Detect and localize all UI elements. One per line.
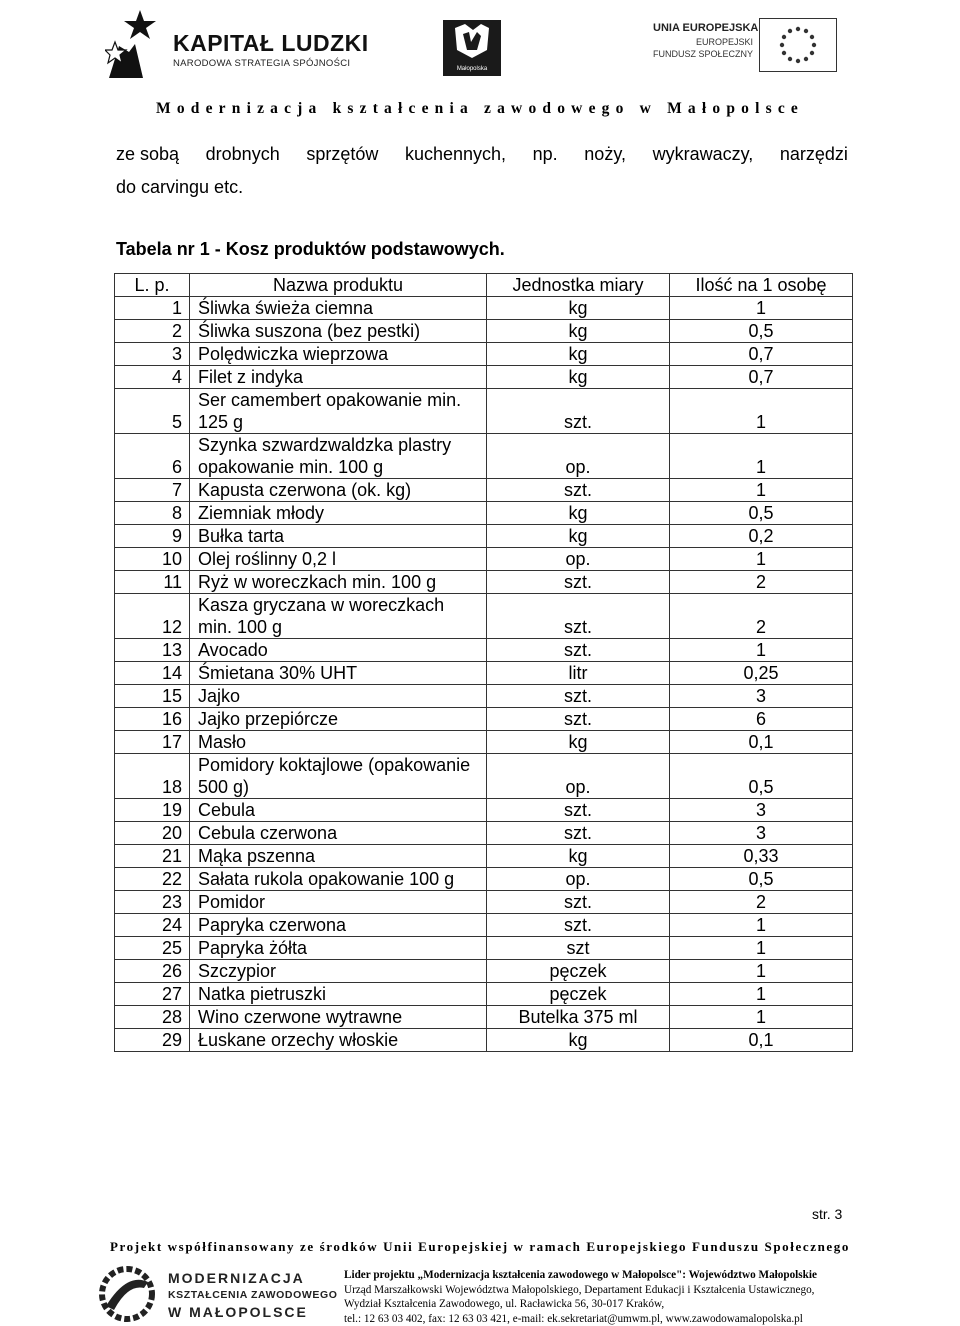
product-name: Jajko przepiórcze bbox=[198, 708, 483, 730]
row-qty: 0,25 bbox=[670, 662, 853, 685]
product-name: Szynka szwardzwaldzka plastry opakowanie min. 100 g bbox=[198, 434, 483, 478]
row-name bbox=[190, 891, 487, 914]
row-name bbox=[190, 320, 487, 343]
row-unit: szt. bbox=[487, 685, 670, 708]
row-lp: 20 bbox=[115, 822, 190, 845]
row-qty: 1 bbox=[670, 389, 853, 434]
product-name: Bułka tarta bbox=[198, 525, 483, 547]
intro-line-2: do carvingu etc. bbox=[116, 171, 848, 204]
gear-road-icon bbox=[98, 1266, 156, 1322]
table-row bbox=[115, 594, 853, 639]
eu-line3: FUNDUSZ SPOŁECZNY bbox=[653, 49, 753, 59]
table-caption: Tabela nr 1 - Kosz produktów podstawowych. bbox=[116, 239, 505, 260]
header-qty: Ilość na 1 osobę bbox=[670, 274, 853, 297]
row-unit: op. bbox=[487, 548, 670, 571]
table-row bbox=[115, 434, 853, 479]
footer-info-line2: Urząd Marszałkowski Województwa Małopolskiego, Departament Edukacji i Kształcenia Ustawicznego, bbox=[344, 1283, 817, 1298]
table-row bbox=[115, 845, 853, 868]
intro-word: np. bbox=[533, 138, 558, 171]
table-row bbox=[115, 662, 853, 685]
table-row bbox=[115, 343, 853, 366]
malopolska-logo bbox=[443, 20, 501, 76]
logo-line1: MODERNIZACJA bbox=[168, 1270, 338, 1287]
row-lp: 17 bbox=[115, 731, 190, 754]
row-name bbox=[190, 685, 487, 708]
table-row bbox=[115, 502, 853, 525]
table-row bbox=[115, 937, 853, 960]
intro-word: drobnych bbox=[206, 138, 280, 171]
intro-word: sprzętów bbox=[306, 138, 378, 171]
row-name bbox=[190, 983, 487, 1006]
intro-word: wykrawaczy, bbox=[653, 138, 754, 171]
row-name bbox=[190, 548, 487, 571]
logo-line3: W MAŁOPOLSCE bbox=[168, 1304, 338, 1321]
row-lp: 27 bbox=[115, 983, 190, 1006]
row-lp: 24 bbox=[115, 914, 190, 937]
kapital-ludzki-logo bbox=[105, 8, 350, 83]
product-name: Avocado bbox=[198, 639, 483, 661]
product-name: Polędwiczka wieprzowa bbox=[198, 343, 483, 365]
row-unit: szt. bbox=[487, 571, 670, 594]
product-name: Sałata rukola opakowanie 100 g bbox=[198, 868, 483, 890]
row-unit: kg bbox=[487, 297, 670, 320]
row-lp: 9 bbox=[115, 525, 190, 548]
row-name bbox=[190, 343, 487, 366]
product-name: Ser camembert opakowanie min. 125 g bbox=[198, 389, 483, 433]
footer-info-line3: Wydział Kształcenia Zawodowego, ul. Racławicka 56, 30-017 Kraków, bbox=[344, 1297, 817, 1312]
table-row bbox=[115, 366, 853, 389]
row-unit: op. bbox=[487, 868, 670, 891]
row-qty: 0,1 bbox=[670, 731, 853, 754]
row-lp: 28 bbox=[115, 1006, 190, 1029]
row-name bbox=[190, 868, 487, 891]
row-lp: 3 bbox=[115, 343, 190, 366]
row-unit: kg bbox=[487, 502, 670, 525]
row-qty: 0,2 bbox=[670, 525, 853, 548]
row-lp: 5 bbox=[115, 389, 190, 434]
row-qty: 1 bbox=[670, 548, 853, 571]
row-unit: szt. bbox=[487, 639, 670, 662]
product-name: Pomidor bbox=[198, 891, 483, 913]
row-unit: szt. bbox=[487, 594, 670, 639]
table-row bbox=[115, 525, 853, 548]
header-lp: L. p. bbox=[115, 274, 190, 297]
row-unit: kg bbox=[487, 320, 670, 343]
row-qty: 0,7 bbox=[670, 366, 853, 389]
row-qty: 0,5 bbox=[670, 754, 853, 799]
row-name bbox=[190, 960, 487, 983]
row-qty: 1 bbox=[670, 479, 853, 502]
row-unit: litr bbox=[487, 662, 670, 685]
product-name: Natka pietruszki bbox=[198, 983, 483, 1005]
product-name: Masło bbox=[198, 731, 483, 753]
eu-flag-icon bbox=[759, 18, 837, 72]
row-lp: 14 bbox=[115, 662, 190, 685]
table-row bbox=[115, 1006, 853, 1029]
row-unit: szt. bbox=[487, 799, 670, 822]
row-name bbox=[190, 502, 487, 525]
logo-line2: KSZTAŁCENIA ZAWODOWEGO bbox=[168, 1287, 338, 1304]
table-row bbox=[115, 548, 853, 571]
product-name: Papryka żółta bbox=[198, 937, 483, 959]
product-name: Mąka pszenna bbox=[198, 845, 483, 867]
product-name: Kapusta czerwona (ok. kg) bbox=[198, 479, 483, 501]
header-name: Nazwa produktu bbox=[190, 274, 487, 297]
row-lp: 8 bbox=[115, 502, 190, 525]
intro-line-1 bbox=[116, 138, 848, 171]
row-lp: 6 bbox=[115, 434, 190, 479]
table-row bbox=[115, 754, 853, 799]
row-name bbox=[190, 662, 487, 685]
product-name: Ryż w woreczkach min. 100 g bbox=[198, 571, 483, 593]
row-lp: 11 bbox=[115, 571, 190, 594]
product-name: Papryka czerwona bbox=[198, 914, 483, 936]
table-row bbox=[115, 799, 853, 822]
table-row bbox=[115, 983, 853, 1006]
product-name: Wino czerwone wytrawne bbox=[198, 1006, 483, 1028]
product-name: Pomidory koktajlowe (opakowanie 500 g) bbox=[198, 754, 483, 798]
row-lp: 21 bbox=[115, 845, 190, 868]
row-name bbox=[190, 366, 487, 389]
row-qty: 1 bbox=[670, 960, 853, 983]
row-unit: pęczek bbox=[487, 960, 670, 983]
funding-statement: Projekt współfinansowany ze środków Unii Europejskiej w ramach Europejskiego Funduszu Społecznego bbox=[0, 1239, 960, 1255]
row-lp: 22 bbox=[115, 868, 190, 891]
intro-word: noży, bbox=[584, 138, 626, 171]
table-row bbox=[115, 731, 853, 754]
intro-paragraph bbox=[116, 138, 848, 204]
row-unit: op. bbox=[487, 754, 670, 799]
row-lp: 2 bbox=[115, 320, 190, 343]
row-qty: 0,1 bbox=[670, 1029, 853, 1052]
product-name: Śmietana 30% UHT bbox=[198, 662, 483, 684]
product-name: Szczypior bbox=[198, 960, 483, 982]
row-qty: 1 bbox=[670, 983, 853, 1006]
row-qty: 1 bbox=[670, 937, 853, 960]
row-unit: kg bbox=[487, 343, 670, 366]
row-lp: 23 bbox=[115, 891, 190, 914]
row-qty: 1 bbox=[670, 1006, 853, 1029]
row-lp: 1 bbox=[115, 297, 190, 320]
product-name: Ziemniak młody bbox=[198, 502, 483, 524]
row-lp: 16 bbox=[115, 708, 190, 731]
product-name: Śliwka świeża ciemna bbox=[198, 297, 483, 319]
row-lp: 10 bbox=[115, 548, 190, 571]
modernizacja-logo bbox=[98, 1266, 338, 1324]
row-name bbox=[190, 571, 487, 594]
table-row bbox=[115, 868, 853, 891]
table-row bbox=[115, 822, 853, 845]
row-qty: 0,5 bbox=[670, 868, 853, 891]
row-unit: szt. bbox=[487, 389, 670, 434]
row-lp: 29 bbox=[115, 1029, 190, 1052]
footer-info-line1: Lider projektu „Modernizacja kształcenia zawodowego w Małopolsce": Województwo Małopolskie bbox=[344, 1268, 817, 1283]
row-lp: 7 bbox=[115, 479, 190, 502]
table-row bbox=[115, 571, 853, 594]
row-name bbox=[190, 822, 487, 845]
row-unit: pęczek bbox=[487, 983, 670, 1006]
footer-contact-info bbox=[344, 1268, 817, 1326]
row-unit: szt. bbox=[487, 822, 670, 845]
table-row bbox=[115, 708, 853, 731]
table-row bbox=[115, 914, 853, 937]
row-name bbox=[190, 1029, 487, 1052]
row-name bbox=[190, 937, 487, 960]
row-qty: 3 bbox=[670, 685, 853, 708]
footer-info-line4: tel.: 12 63 03 402, fax: 12 63 03 421, e-mail: ek.sekretariat@umwm.pl, www.zawodowamalopolska.pl bbox=[344, 1312, 817, 1326]
malopolska-emblem-icon bbox=[443, 20, 501, 64]
row-unit: szt. bbox=[487, 914, 670, 937]
intro-word: kuchennych, bbox=[405, 138, 506, 171]
modernizacja-text bbox=[168, 1270, 338, 1321]
table-row bbox=[115, 1029, 853, 1052]
row-qty: 1 bbox=[670, 914, 853, 937]
row-qty: 3 bbox=[670, 822, 853, 845]
row-qty: 1 bbox=[670, 434, 853, 479]
table-row bbox=[115, 891, 853, 914]
eu-line1: UNIA EUROPEJSKA bbox=[653, 22, 753, 34]
row-lp: 18 bbox=[115, 754, 190, 799]
row-name bbox=[190, 754, 487, 799]
product-name: Jajko bbox=[198, 685, 483, 707]
row-unit: Butelka 375 ml bbox=[487, 1006, 670, 1029]
row-unit: kg bbox=[487, 1029, 670, 1052]
row-unit: kg bbox=[487, 845, 670, 868]
product-name: Cebula czerwona bbox=[198, 822, 483, 844]
row-qty: 1 bbox=[670, 297, 853, 320]
product-name: Olej roślinny 0,2 l bbox=[198, 548, 483, 570]
table-row bbox=[115, 685, 853, 708]
row-lp: 15 bbox=[115, 685, 190, 708]
row-lp: 12 bbox=[115, 594, 190, 639]
row-name bbox=[190, 639, 487, 662]
row-name bbox=[190, 799, 487, 822]
row-unit: kg bbox=[487, 366, 670, 389]
products-table bbox=[114, 273, 853, 1052]
page-number: str. 3 bbox=[812, 1206, 842, 1222]
row-unit: kg bbox=[487, 731, 670, 754]
product-name: Kasza gryczana w woreczkach min. 100 g bbox=[198, 594, 483, 638]
row-qty: 0,33 bbox=[670, 845, 853, 868]
row-qty: 3 bbox=[670, 799, 853, 822]
eu-logo bbox=[653, 18, 853, 76]
row-name bbox=[190, 914, 487, 937]
product-name: Śliwka suszona (bez pestki) bbox=[198, 320, 483, 342]
row-name bbox=[190, 731, 487, 754]
row-lp: 25 bbox=[115, 937, 190, 960]
row-unit: szt bbox=[487, 937, 670, 960]
row-name bbox=[190, 845, 487, 868]
header-unit: Jednostka miary bbox=[487, 274, 670, 297]
table-row bbox=[115, 320, 853, 343]
kl-subtitle: NARODOWA STRATEGIA SPÓJNOŚCI bbox=[173, 58, 350, 69]
row-name bbox=[190, 1006, 487, 1029]
kl-title: KAPITAŁ LUDZKI bbox=[173, 30, 369, 57]
row-qty: 0,5 bbox=[670, 502, 853, 525]
row-qty: 2 bbox=[670, 571, 853, 594]
row-name bbox=[190, 708, 487, 731]
eu-line2: EUROPEJSKI bbox=[653, 37, 753, 47]
table-header-row bbox=[115, 274, 853, 297]
table-body bbox=[115, 297, 853, 1052]
product-name: Łuskane orzechy włoskie bbox=[198, 1029, 483, 1051]
running-title: Modernizacja kształcenia zawodowego w Małopolsce bbox=[0, 100, 960, 118]
table-row bbox=[115, 639, 853, 662]
table-row bbox=[115, 297, 853, 320]
row-qty: 0,7 bbox=[670, 343, 853, 366]
row-lp: 13 bbox=[115, 639, 190, 662]
row-qty: 0,5 bbox=[670, 320, 853, 343]
row-qty: 6 bbox=[670, 708, 853, 731]
row-qty: 2 bbox=[670, 891, 853, 914]
row-lp: 26 bbox=[115, 960, 190, 983]
table-row bbox=[115, 479, 853, 502]
row-unit: szt. bbox=[487, 479, 670, 502]
row-unit: szt. bbox=[487, 891, 670, 914]
intro-word: ze sobą bbox=[116, 138, 179, 171]
table-row bbox=[115, 389, 853, 434]
row-name bbox=[190, 594, 487, 639]
row-name bbox=[190, 389, 487, 434]
intro-word: narzędzi bbox=[780, 138, 848, 171]
row-name bbox=[190, 434, 487, 479]
row-name bbox=[190, 297, 487, 320]
row-lp: 4 bbox=[115, 366, 190, 389]
row-lp: 19 bbox=[115, 799, 190, 822]
row-name bbox=[190, 525, 487, 548]
product-name: Cebula bbox=[198, 799, 483, 821]
star-figure-icon bbox=[105, 8, 163, 80]
row-unit: kg bbox=[487, 525, 670, 548]
row-qty: 1 bbox=[670, 639, 853, 662]
table-row bbox=[115, 960, 853, 983]
eu-text bbox=[653, 22, 753, 59]
row-name bbox=[190, 479, 487, 502]
product-name: Filet z indyka bbox=[198, 366, 483, 388]
row-unit: op. bbox=[487, 434, 670, 479]
row-unit: szt. bbox=[487, 708, 670, 731]
row-qty: 2 bbox=[670, 594, 853, 639]
malopolska-label: Małopolska bbox=[443, 66, 501, 72]
